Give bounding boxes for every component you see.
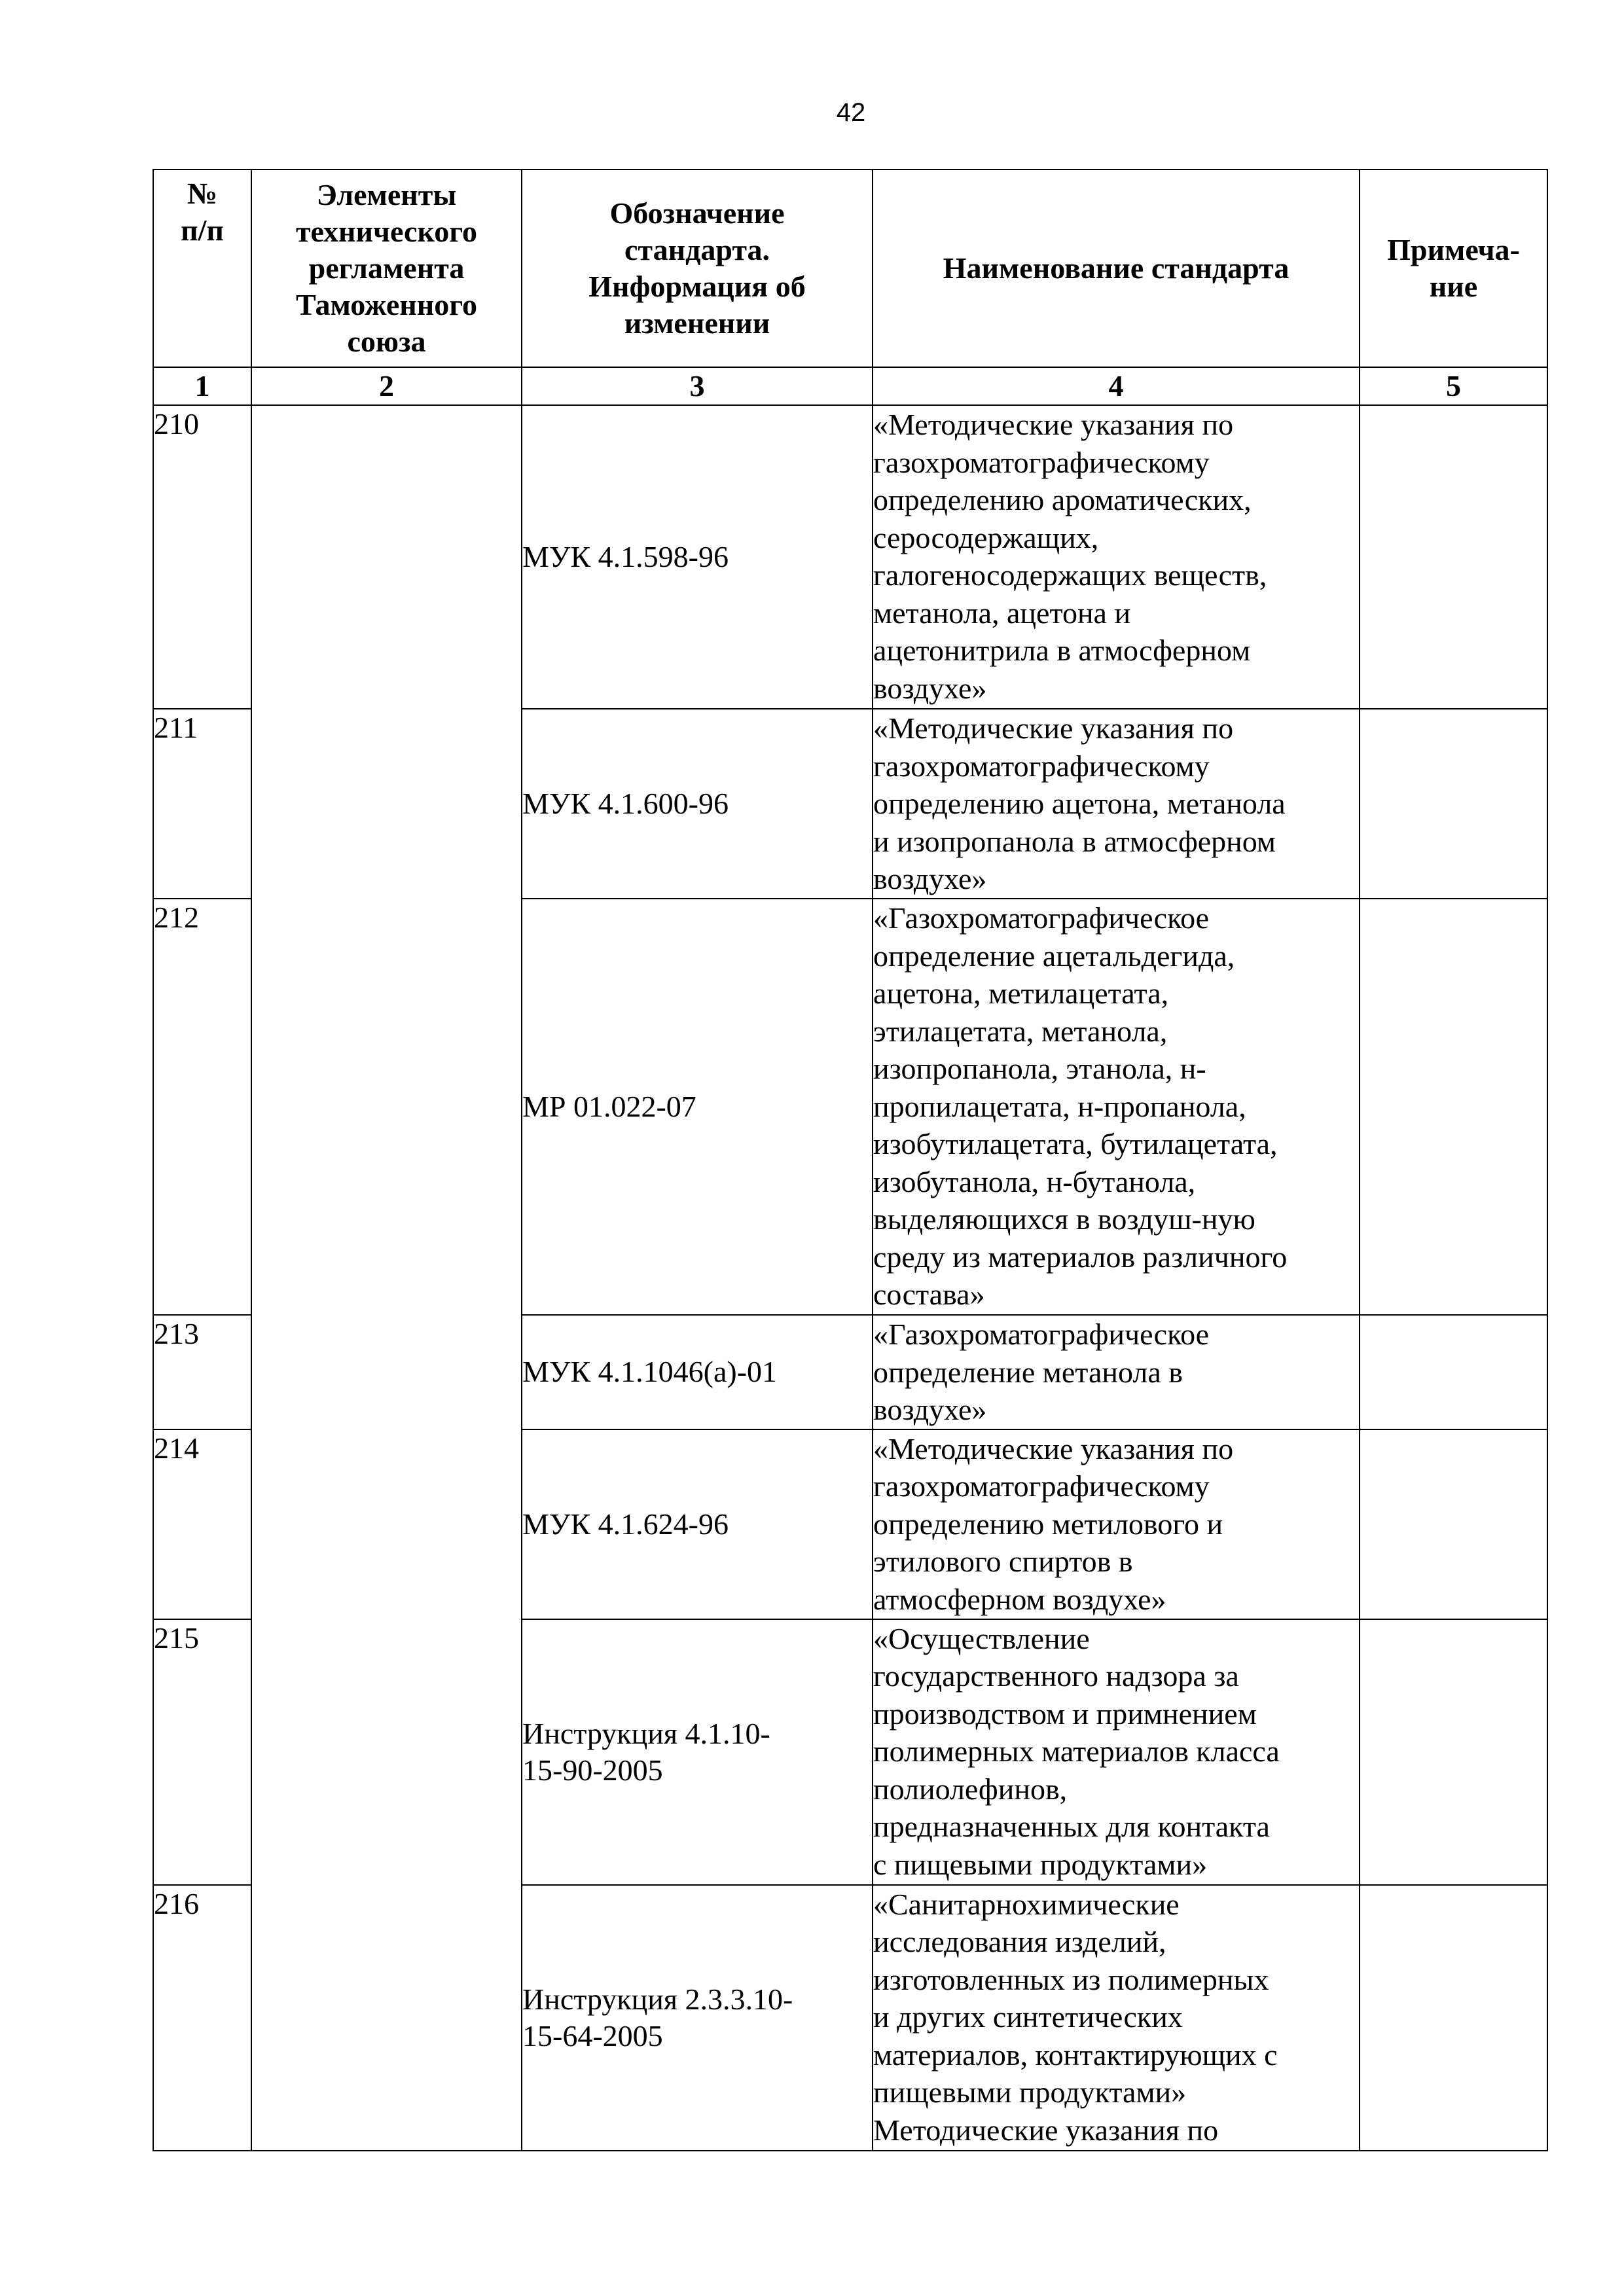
standards-table (153, 169, 1548, 2151)
note-cell (1360, 1429, 1547, 1619)
standard-code: Инструкция 4.1.10- 15-90-2005 (522, 1619, 873, 1885)
column-number-row (153, 367, 1547, 405)
standard-code: МР 01.022-07 (522, 899, 873, 1315)
standard-name: «Методические указания по газохроматографическому определению ароматических, серосодержащих, галогеносодержащих веществ, метанола, ацетона и ацетонитрила в атмосферном воздухе» (873, 405, 1360, 709)
column-number: 3 (522, 367, 873, 405)
page-number: 42 (836, 98, 866, 127)
standard-name: «Методические указания по газохроматографическому определению ацетона, метанола и изопропанола в атмосферном воздухе» (873, 709, 1360, 899)
header-no: № п/п (153, 170, 251, 367)
standard-name: «Газохроматографическое определение метанола в воздухе» (873, 1315, 1360, 1429)
column-number: 4 (873, 367, 1360, 405)
note-cell (1360, 405, 1547, 709)
standard-code: МУК 4.1.598-96 (522, 405, 873, 709)
note-cell (1360, 1315, 1547, 1429)
row-number: 212 (153, 899, 251, 1315)
row-number: 215 (153, 1619, 251, 1885)
row-number: 213 (153, 1315, 251, 1429)
standard-name: «Газохроматографическое определение ацетальдегида, ацетона, метилацетата, этилацетата, метанола, изопропанола, этанола, н- пропилацетата, н-пропанола, изобутилацетата, бутилацетата, изобутанола, н-бутанола, выделяющихся в воздуш-ную среду из материалов различного состава» (873, 899, 1360, 1315)
elements-cell (251, 405, 522, 2151)
column-number: 2 (251, 367, 522, 405)
standard-code: МУК 4.1.624-96 (522, 1429, 873, 1619)
standard-name: «Осуществление государственного надзора за производством и примнением полимерных материалов класса полиолефинов, предназначенных для контакта с пищевыми продуктами» (873, 1619, 1360, 1885)
column-number: 5 (1360, 367, 1547, 405)
header-designation: Обозначение стандарта. Информация об изменении (522, 170, 873, 367)
header-elements: Элементы технического регламента Таможенного союза (251, 170, 522, 367)
row-number: 211 (153, 709, 251, 899)
column-number: 1 (153, 367, 251, 405)
note-cell (1360, 709, 1547, 899)
standard-name: «Санитарнохимические исследования изделий, изготовленных из полимерных и других синтетических материалов, контактирующих с пищевыми продуктами» Методические указания по (873, 1885, 1360, 2151)
note-cell (1360, 1885, 1547, 2151)
header-row (153, 170, 1547, 367)
header-note: Примеча- ние (1360, 170, 1547, 367)
standard-code: МУК 4.1.1046(а)-01 (522, 1315, 873, 1429)
standard-code: МУК 4.1.600-96 (522, 709, 873, 899)
row-number: 216 (153, 1885, 251, 2151)
row-number: 214 (153, 1429, 251, 1619)
note-cell (1360, 899, 1547, 1315)
row-number: 210 (153, 405, 251, 709)
header-name: Наименование стандарта (873, 170, 1360, 367)
standard-name: «Методические указания по газохроматографическому определению метилового и этилового спиртов в атмосферном воздухе» (873, 1429, 1360, 1619)
note-cell (1360, 1619, 1547, 1885)
standard-code: Инструкция 2.3.3.10- 15-64-2005 (522, 1885, 873, 2151)
table-row (153, 405, 1547, 709)
